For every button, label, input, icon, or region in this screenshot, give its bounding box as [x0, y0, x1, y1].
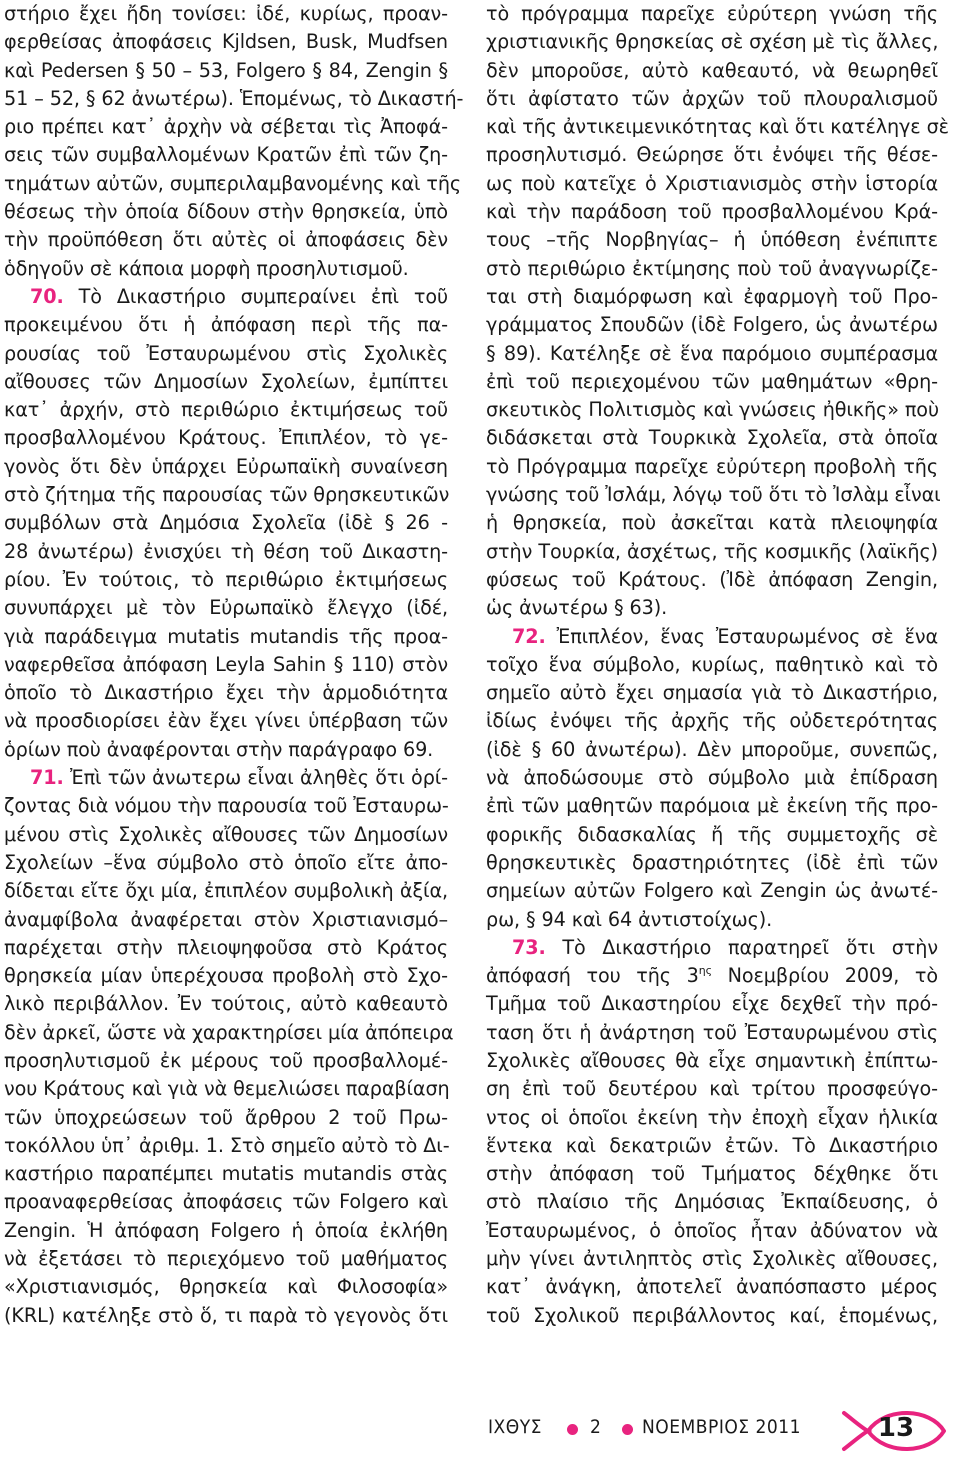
line-text: Zengin. Ἡ ἀπόφαση Folgero ἡ ὁποία ἐκλήθη	[4, 1218, 448, 1242]
text-line	[486, 311, 938, 339]
line-text: νὰ ἐξετάσει τὸ περιεχόμενο τοῦ μαθήματος	[4, 1247, 448, 1271]
line-text: ντος οἱ ὁποῖοι ἐκείνη τὴν ἐποχὴ εἶχαν ἡλικία	[486, 1105, 938, 1129]
line-text: ἡ θρησκεία, ποὺ ἀσκεῖται κατὰ πλειοψηφία	[486, 511, 938, 535]
text-line	[4, 594, 448, 622]
text-line	[4, 509, 448, 537]
text-line	[4, 1075, 448, 1103]
text-line	[486, 1104, 938, 1132]
text-line	[486, 764, 938, 792]
text-line	[486, 538, 938, 566]
text-line	[486, 283, 938, 311]
text-line	[486, 566, 938, 594]
line-text: ζοντας διὰ νόμου τὴν παρουσία τοῦ Ἐσταυρω-	[4, 794, 449, 818]
text-line	[4, 340, 448, 368]
paragraph-number: 71.	[30, 766, 64, 790]
text-line	[486, 849, 938, 877]
line-text: καστήριο παραπέμπει mutatis mutandis στὰς	[4, 1162, 448, 1186]
superscript: ης	[698, 964, 712, 978]
line-text: καὶ τὴν παράδοση τοῦ προσβαλλομένου Κρά-	[486, 200, 938, 224]
line-text: καὶ τῆς ἀντικειμενικότητας καὶ ὅτι κατέληγε σὲ	[486, 115, 949, 139]
text-line	[4, 226, 448, 254]
line-text: στὴν Τουρκία, ἀσχέτως, τῆς κοσμικῆς (λαϊκῆς)	[486, 539, 938, 563]
text-line	[486, 28, 938, 56]
text-line	[4, 1104, 448, 1132]
page-footer	[0, 1404, 960, 1458]
line-text: ως ποὺ κατεῖχε ὁ Χριστιανισμὸς στὴν ἱστορία	[486, 171, 938, 195]
text-line	[486, 934, 938, 962]
line-text: γιὰ παράδειγμα mutatis mutandis τῆς προα-	[4, 624, 448, 648]
footer-dot-icon	[622, 1424, 633, 1435]
text-line	[4, 651, 448, 679]
text-line	[4, 990, 448, 1018]
line-text: κατ᾽ ἀνάγκη, ἀποτελεῖ ἀναπόσπαστο μέρος	[486, 1275, 938, 1299]
text-line	[4, 764, 448, 792]
line-text: νου Κράτους καὶ γιὰ νὰ θεμελιώσει παραβίαση	[4, 1077, 450, 1101]
line-text: σημείων αὐτῶν Folgero καὶ Zengin ὡς ἀνωτέ-	[486, 879, 938, 903]
text-line	[486, 340, 938, 368]
line-text: Νοεμβρίου 2009, τὸ	[711, 964, 938, 988]
text-line	[4, 934, 448, 962]
line-text: τοῖχο ἕνα σύμβολο, κυρίως, παθητικὸ καὶ τὸ	[486, 652, 938, 676]
text-line	[486, 368, 938, 396]
line-text: διδάσκεται στὰ Τουρκικὰ Σχολεῖα, στὰ ὁποῖα	[486, 426, 938, 450]
line-text: λικὸ περιβάλλον. Ἐν τούτοις, αὐτὸ καθεαυτὸ	[4, 992, 448, 1016]
line-text: παρέχεται στὴν πλειοψηφοῦσα στὸ Κράτος	[4, 935, 448, 959]
line-text: φύσεως τοῦ Κράτους. (Ἰδὲ ἀπόφαση Zengin,	[486, 567, 938, 591]
text-line	[486, 1047, 938, 1075]
text-line	[4, 453, 448, 481]
paragraph-number: 72.	[512, 624, 546, 648]
line-text: νὰ ἀποδώσουμε στὸ σύμβολο μιὰ ἐπίδραση	[486, 766, 938, 790]
text-line	[486, 57, 938, 85]
magazine-title: ΙΧΘΥΣ	[488, 1416, 542, 1438]
text-line	[486, 792, 938, 820]
line-text: στήριο ἔχει ἤδη τονίσει: ἰδέ, κυρίως, προαν-	[4, 2, 448, 25]
line-text: στὸ ζήτημα τῆς παρουσίας τῶν θρησκευτικῶν	[4, 483, 450, 507]
text-line	[486, 821, 938, 849]
text-line	[4, 623, 448, 651]
line-text: νὰ προσδιορίσει ἐὰν ἔχει γίνει ὑπέρβαση τῶν	[4, 709, 448, 733]
issue-number: 2	[590, 1416, 602, 1438]
line-text: ταση ὅτι ἡ ἀνάρτηση τοῦ Ἐσταυρωμένου στὶς	[486, 1020, 938, 1044]
text-line	[486, 1273, 938, 1301]
text-line	[486, 906, 938, 934]
text-line	[4, 396, 448, 424]
text-line	[486, 707, 938, 735]
line-text: τῶν ὑποχρεώσεων τοῦ ἄρθρου 2 τοῦ Πρω-	[4, 1105, 448, 1129]
text-line	[4, 1019, 454, 1047]
text-line	[4, 1188, 448, 1216]
text-line	[486, 1132, 938, 1160]
text-line	[4, 1132, 448, 1160]
text-line	[486, 141, 938, 169]
text-line	[4, 1245, 448, 1273]
line-text: ρουσίας τοῦ Ἐσταυρωμένου στὶς Σχολικὲς	[4, 341, 448, 365]
line-text: § 89). Κατέληξε σὲ ἕνα παρόμοιο συμπέρασμα	[486, 341, 938, 365]
line-text: ὅτι ἀφίστατο τῶν ἀρχῶν τοῦ πλουραλισμοῦ	[486, 86, 938, 110]
text-line	[4, 679, 448, 707]
line-text: θρησκεία μίαν ὑπερέχουσα προβολὴ στὸ Σχο-	[4, 964, 448, 988]
line-text: κατ᾽ ἀρχήν, στὸ περιθώριο ἐκτιμήσεως τοῦ	[4, 398, 448, 422]
line-text: δὲν ἀρκεῖ, ὥστε νὰ χαρακτηρίσει μία ἀπόπειρα	[4, 1020, 454, 1044]
text-line	[4, 57, 448, 85]
text-line	[4, 566, 448, 594]
line-text: Σχολείων –ἕνα σύμβολο στὸ ὁποῖο εἴτε ἀπο-	[4, 850, 448, 874]
line-text: στὸ περιθώριο ἐκτίμησης ποὺ τοῦ ἀναγνωρίζε-	[486, 256, 938, 280]
text-line	[4, 368, 448, 396]
line-text: ση ἐπὶ τοῦ δευτέρου καὶ τρίτου προσφεύγο-	[486, 1077, 938, 1101]
line-text: τὸ πρόγραμμα παρεῖχε εὐρύτερη γνώση τῆς	[486, 2, 938, 25]
text-line	[486, 623, 938, 651]
text-line	[486, 679, 938, 707]
text-line	[4, 255, 448, 283]
text-line	[486, 1075, 938, 1103]
line-text: 28 ἀνωτέρω) ἐνισχύει τὴ θέση τοῦ Δικαστη-	[4, 539, 448, 563]
line-text: ἐπὶ τῶν μαθητῶν παρόμοια μὲ ἐκείνη τῆς προ-	[486, 794, 938, 818]
text-line	[486, 1302, 938, 1330]
line-text: ἐπὶ τοῦ περιεχομένου τῶν μαθημάτων «θρη-	[486, 369, 938, 393]
line-text: γράμματος Σπουδῶν (ἰδὲ Folgero, ὡς ἀνωτέρω	[486, 313, 938, 337]
line-text: Ἐσταυρωμένος, ὁ ὁποῖος ἦταν ἀδύνατον νὰ	[486, 1218, 938, 1242]
text-line	[4, 821, 448, 849]
footer-dot-icon	[567, 1424, 578, 1435]
text-line	[4, 707, 448, 735]
line-text: ὁρίων ποὺ ἀναφέρονται στὴν παράγραφο 69.	[4, 737, 434, 761]
line-text: ὡς ἀνωτέρω § 63).	[486, 596, 668, 620]
text-line	[4, 1273, 448, 1301]
line-text: Τμῆμα τοῦ Δικαστηρίου εἶχε δεχθεῖ τὴν πρό-	[486, 992, 938, 1016]
line-text: θέσεως τὴν ὁποία δίδουν στὴν θρησκεία, ὑπὸ	[4, 200, 448, 224]
text-line	[486, 651, 938, 679]
text-line	[486, 0, 938, 28]
line-text: Τὸ Δικαστήριο συμπεραίνει ἐπὶ τοῦ	[63, 284, 448, 308]
text-line	[486, 396, 938, 424]
line-text: συνυπάρχει μὲ τὸν Εὐρωπαϊκὸ ἔλεγχο (ἰδέ,	[4, 596, 448, 620]
line-text: Τὸ Δικαστήριο παρατηρεῖ ὅτι στὴν	[545, 935, 938, 959]
text-line	[4, 170, 462, 198]
text-line	[486, 481, 941, 509]
line-text: στὴν ἀπόφαση τοῦ Τμήματος δέχθηκε ὅτι	[486, 1162, 938, 1186]
paragraph-number: 70.	[30, 284, 64, 308]
text-line	[4, 1217, 448, 1245]
line-text: γνώσης τοῦ Ἰσλάμ, λόγῳ τοῦ ὅτι τὸ Ἰσλὰμ εἶναι	[486, 483, 941, 507]
line-text: τὴν προϋπόθεση ὅτι αὐτὲς οἱ ἀποφάσεις δὲν	[4, 228, 448, 252]
text-line	[486, 1217, 938, 1245]
issue-date: ΝΟΕΜΒΡΙΟΣ 2011	[642, 1416, 802, 1438]
line-text: προκειμένου ὅτι ἡ ἀπόφαση περὶ τῆς πα-	[4, 313, 448, 337]
line-text: συμβόλων στὰ Δημόσια Σχολεῖα (ἰδὲ § 26 -	[4, 511, 448, 535]
line-text: προσβαλλομένου Κράτους. Ἐπιπλέον, τὸ γε-	[4, 426, 448, 450]
text-line	[486, 509, 938, 537]
line-text: ἀπόφασή του τῆς 3	[486, 964, 699, 988]
line-text: τους –τῆς Νορβηγίας– ἡ ὑπόθεση ἐνέπιπτε	[486, 228, 938, 252]
text-line	[4, 906, 448, 934]
line-text: ἀναμφίβολα ἀναφέρεται στὸν Χριστιανισμό–	[4, 907, 448, 931]
text-line	[4, 424, 448, 452]
text-line	[4, 1047, 448, 1075]
line-text: σημεῖο αὐτὸ ἔχει σημασία γιὰ τὸ Δικαστήριο,	[486, 681, 938, 705]
line-text: προσηλυτισμό. Θεώρησε ὅτι ἐνόψει τῆς θέσε-	[486, 143, 938, 167]
paragraph-number: 73.	[512, 935, 546, 959]
line-text: Ἐπιπλέον, ἕνας Ἐσταυρωμένος σὲ ἕνα	[545, 624, 938, 648]
line-text: 51 – 52, § 62 ἀνωτέρω). Ἑπομένως, τὸ Δικαστή-	[4, 86, 464, 110]
line-text: σεις τῶν συμβαλλομένων Κρατῶν ἐπὶ τῶν ζη-	[4, 143, 448, 167]
text-line	[486, 113, 949, 141]
line-text: ἰδίως ἐνόψει τῆς ἀρχῆς τῆς οὐδετερότητας	[486, 709, 938, 733]
text-line	[4, 877, 448, 905]
line-text: φορικῆς διδασκαλίας ἤ τῆς συμμετοχῆς σὲ	[486, 822, 938, 846]
text-line	[486, 1160, 938, 1188]
text-line	[4, 1302, 448, 1330]
line-text: «Χριστιανισμός, θρησκεία καὶ Φιλοσοφία»	[4, 1275, 448, 1299]
left-column	[4, 0, 464, 1330]
line-text: δὲν μποροῦσε, αὐτὸ καθεαυτό, νὰ θεωρηθεῖ	[486, 58, 938, 82]
text-line	[4, 1160, 448, 1188]
line-text: δίδεται εἴτε ὄχι μία, ἐπιπλέον συμβολικὴ ἀξία,	[4, 879, 448, 903]
line-text: μένου στὶς Σχολικὲς αἴθουσες τῶν Δημοσίων	[4, 822, 448, 846]
page-number: 13	[877, 1413, 915, 1443]
text-line	[486, 424, 938, 452]
text-line	[4, 85, 464, 113]
line-text: φερθείσας ἀποφάσεις Kjldsen, Busk, Mudfsen	[4, 30, 448, 54]
line-text: προαναφερθείσας ἀποφάσεις τῶν Folgero καὶ	[4, 1190, 448, 1214]
text-line	[486, 1019, 938, 1047]
line-text: τημάτων αὐτῶν, συμπεριλαμβανομένης καὶ τῆς	[4, 171, 462, 195]
line-text: ται στὴ διαμόρφωση καὶ ἐφαρμογὴ τοῦ Προ-	[486, 284, 938, 308]
text-line	[4, 849, 448, 877]
text-line	[4, 311, 448, 339]
text-line	[4, 113, 448, 141]
line-text: θρησκευτικὲς δραστηριότητες (ἰδὲ ἐπὶ τῶν	[486, 850, 938, 874]
text-line	[4, 962, 448, 990]
line-text: ἕντεκα καὶ δεκατριῶν ἐτῶν. Τὸ Δικαστήριο	[486, 1133, 938, 1157]
line-text: τὸ Πρόγραμμα παρεῖχε εὐρύτερη προβολὴ τῆς	[486, 454, 938, 478]
text-line	[4, 141, 448, 169]
line-text: γονὸς ὅτι δὲν ὑπάρχει Εὐρωπαϊκὴ συναίνεση	[4, 454, 448, 478]
text-line	[486, 877, 938, 905]
text-line	[486, 962, 938, 990]
line-text: ὁδηγοῦν σὲ κάποια μορφὴ προσηλυτισμοῦ.	[4, 256, 409, 280]
line-text: χριστιανικῆς θρησκείας σὲ σχέση μὲ τὶς ἄλλες,	[486, 30, 939, 54]
text-line	[4, 736, 448, 764]
line-text: στὸ πλαίσιο τῆς Δημόσιας Ἐκπαίδευσης, ὁ	[486, 1190, 938, 1214]
text-line	[4, 283, 448, 311]
line-text: (ἰδὲ § 60 ἀνωτέρω). Δὲν μποροῦμε, συνεπῶς,	[486, 737, 938, 761]
line-text: σκευτικὸς Πολιτισμὸς καὶ γνώσεις ἠθικῆς» ποὺ	[486, 398, 939, 422]
text-line	[4, 792, 448, 820]
text-line	[4, 198, 448, 226]
text-line	[486, 453, 938, 481]
line-text: τοκόλλου ὑπ᾽ ἀριθμ. 1. Στὸ σημεῖο αὐτὸ τὸ Δι-	[4, 1133, 450, 1157]
text-line	[486, 226, 938, 254]
text-line	[486, 594, 938, 622]
line-text: τοῦ Σχολικοῦ περιβάλλοντος καί, ἑπομένως,	[486, 1303, 938, 1327]
line-text: ὁποῖο τὸ Δικαστήριο ἔχει τὴν ἁρμοδιότητα	[4, 681, 448, 705]
text-line	[486, 736, 938, 764]
line-text: Σχολικὲς αἴθουσες θὰ εἶχε σημαντικὴ ἐπίπτω-	[486, 1048, 938, 1072]
line-text: αἴθουσες τῶν Δημοσίων Σχολείων, ἐμπίπτει	[4, 369, 448, 393]
text-line	[4, 28, 448, 56]
line-text: ριο πρέπει κατ᾽ ἀρχὴν νὰ σέβεται τὶς Ἀποφά-	[4, 115, 448, 139]
text-line	[4, 538, 448, 566]
text-line	[486, 198, 938, 226]
line-text: ναφερθεῖσα ἀπόφαση Leyla Sahin § 110) στὸν	[4, 652, 448, 676]
line-text: Ἐπὶ τῶν ἀνωτερω εἶναι ἀληθὲς ὅτι ὁρί-	[63, 766, 448, 790]
text-line	[4, 481, 448, 509]
right-column	[486, 0, 949, 1330]
text-line	[486, 990, 938, 1018]
line-text: καὶ Pedersen § 50 – 53, Folgero § 84, Zengin §	[4, 58, 448, 82]
text-line	[4, 0, 448, 28]
line-text: μὴν γίνει ἀντιληπτὸς στὶς Σχολικὲς αἴθουσες,	[486, 1247, 938, 1271]
line-text: ρίου. Ἐν τούτοις, τὸ περιθώριο ἐκτιμήσεως	[4, 567, 448, 591]
line-text: (KRL) κατέληξε στὸ ὅ, τι παρὰ τὸ γεγονὸς ὅτι	[4, 1303, 448, 1327]
text-line	[486, 1245, 938, 1273]
text-line	[486, 170, 938, 198]
text-line	[486, 1188, 938, 1216]
line-text: προσηλυτισμοῦ ἐκ μέρους τοῦ προσβαλλομέ-	[4, 1048, 448, 1072]
text-line	[486, 255, 938, 283]
line-text: ρω, § 94 καὶ 64 ἀντιστοίχως).	[486, 907, 773, 931]
text-line	[486, 85, 938, 113]
